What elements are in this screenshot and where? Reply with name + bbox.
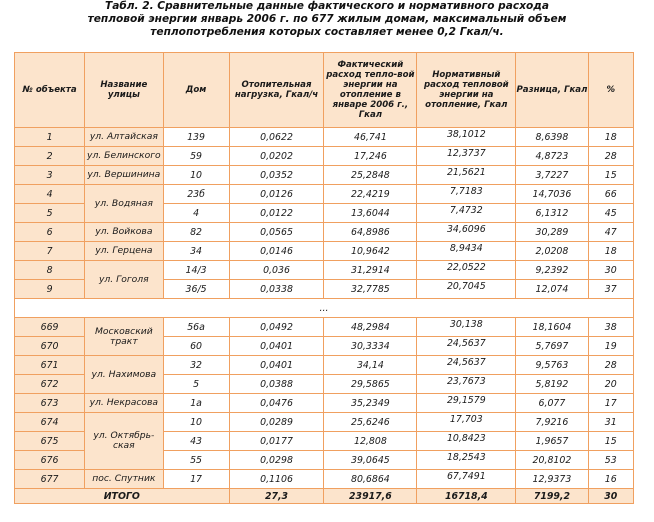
cell-pct: 15 — [588, 432, 633, 451]
cell-norm-value: 38,1012 — [446, 128, 486, 140]
cell-num: 676 — [15, 451, 85, 470]
cell-house: 17 — [163, 470, 229, 489]
header-actual: Фактический расход тепло-вой энергии на отопление в январе 2006 г., Гкал — [324, 53, 417, 128]
cell-norm — [417, 223, 516, 242]
cell-house: 5 — [163, 375, 229, 394]
cell-diff: 12,9373 — [516, 470, 588, 489]
cell-actual: 30,3334 — [324, 337, 417, 356]
cell-house: 32 — [163, 356, 229, 375]
cell-norm-value: 67,7491 — [446, 470, 486, 482]
cell-num: 2 — [15, 147, 85, 166]
cell-actual: 12,808 — [324, 432, 417, 451]
cell-street: ул. Алтайская — [85, 128, 163, 147]
cell-norm-value: 24,5637 — [446, 356, 486, 368]
cell-house: 10 — [163, 413, 229, 432]
cell-pct: 66 — [588, 185, 633, 204]
cell-pct: 18 — [588, 242, 633, 261]
cell-street: ул. Белинского — [85, 147, 163, 166]
cell-pct: 28 — [588, 356, 633, 375]
cell-norm — [417, 337, 516, 356]
cell-house: 82 — [163, 223, 229, 242]
cell-house: 10 — [163, 166, 229, 185]
cell-house: 55 — [163, 451, 229, 470]
cell-diff: 30,289 — [516, 223, 588, 242]
cell-house: 43 — [163, 432, 229, 451]
total-row — [15, 489, 634, 504]
cell-load: 0,0177 — [229, 432, 324, 451]
cell-pct: 16 — [588, 470, 633, 489]
cell-load: 0,0122 — [229, 204, 324, 223]
cell-num: 5 — [15, 204, 85, 223]
cell-diff: 5,7697 — [516, 337, 588, 356]
cell-street: ул. Водяная — [85, 185, 163, 223]
table-row — [15, 128, 634, 147]
cell-diff: 6,077 — [516, 394, 588, 413]
cell-num: 4 — [15, 185, 85, 204]
cell-load: 0,0401 — [229, 356, 324, 375]
cell-pct: 45 — [588, 204, 633, 223]
table-row — [15, 394, 634, 413]
cell-pct: 31 — [588, 413, 633, 432]
cell-load: 0,0298 — [229, 451, 324, 470]
cell-norm-value: 10,8423 — [446, 432, 486, 444]
caption-line-1: Табл. 2. Сравнительные данные фактического и нормативного расхода — [104, 0, 550, 12]
cell-house: 34 — [163, 242, 229, 261]
total-label: ИТОГО — [15, 489, 230, 504]
cell-norm — [417, 470, 516, 489]
cell-street: ул. Октябрь-ская — [85, 413, 163, 470]
cell-actual: 80,6864 — [324, 470, 417, 489]
cell-pct: 37 — [588, 280, 633, 299]
cell-actual: 48,2984 — [324, 318, 417, 337]
cell-norm-value: 34,6096 — [446, 223, 486, 235]
cell-diff: 12,074 — [516, 280, 588, 299]
cell-norm-value: 24,5637 — [446, 337, 486, 349]
header-load: Отопительная нагрузка, Гкал/ч — [229, 53, 324, 128]
cell-diff: 9,2392 — [516, 261, 588, 280]
cell-norm-value: 30,138 — [449, 318, 483, 330]
cell-load: 0,0565 — [229, 223, 324, 242]
cell-actual: 46,741 — [324, 128, 417, 147]
cell-num: 6 — [15, 223, 85, 242]
cell-norm — [417, 318, 516, 337]
header-num: № объекта — [15, 53, 85, 128]
cell-norm — [417, 280, 516, 299]
cell-actual: 17,246 — [324, 147, 417, 166]
cell-actual: 10,9642 — [324, 242, 417, 261]
cell-diff: 3,7227 — [516, 166, 588, 185]
cell-diff: 18,1604 — [516, 318, 588, 337]
cell-house: 1а — [163, 394, 229, 413]
cell-house: 139 — [163, 128, 229, 147]
cell-actual: 64,8986 — [324, 223, 417, 242]
cell-num: 677 — [15, 470, 85, 489]
cell-num: 672 — [15, 375, 85, 394]
cell-diff: 14,7036 — [516, 185, 588, 204]
cell-house: 60 — [163, 337, 229, 356]
cell-norm-value: 23,7673 — [446, 375, 486, 387]
cell-norm-value: 29,1579 — [446, 394, 486, 406]
cell-actual: 29,5865 — [324, 375, 417, 394]
table-row — [15, 356, 634, 375]
cell-norm — [417, 128, 516, 147]
table-row — [15, 185, 634, 204]
cell-norm — [417, 261, 516, 280]
cell-pct: 38 — [588, 318, 633, 337]
header-pct: % — [588, 53, 633, 128]
table-row — [15, 318, 634, 337]
cell-pct: 47 — [588, 223, 633, 242]
cell-pct: 19 — [588, 337, 633, 356]
table-row — [15, 470, 634, 489]
table-row — [15, 261, 634, 280]
table-row — [15, 242, 634, 261]
cell-street: ул. Некрасова — [85, 394, 163, 413]
cell-diff: 5,8192 — [516, 375, 588, 394]
header-diff: Разница, Гкал — [516, 53, 588, 128]
ellipsis-cell: ... — [15, 299, 634, 318]
cell-norm — [417, 356, 516, 375]
cell-street: ул. Вершинина — [85, 166, 163, 185]
table-row — [15, 147, 634, 166]
cell-num: 9 — [15, 280, 85, 299]
cell-norm — [417, 166, 516, 185]
total-pct: 30 — [588, 489, 633, 504]
cell-load: 0,0146 — [229, 242, 324, 261]
cell-actual: 39,0645 — [324, 451, 417, 470]
ellipsis-row — [15, 299, 634, 318]
cell-norm — [417, 375, 516, 394]
cell-num: 8 — [15, 261, 85, 280]
table-caption — [0, 0, 654, 40]
cell-num: 1 — [15, 128, 85, 147]
cell-diff: 1,9657 — [516, 432, 588, 451]
cell-diff: 4,8723 — [516, 147, 588, 166]
cell-actual: 34,14 — [324, 356, 417, 375]
cell-pct: 28 — [588, 147, 633, 166]
cell-house: 23б — [163, 185, 229, 204]
cell-num: 674 — [15, 413, 85, 432]
cell-street: ул. Герцена — [85, 242, 163, 261]
cell-num: 3 — [15, 166, 85, 185]
cell-load: 0,0338 — [229, 280, 324, 299]
cell-norm — [417, 242, 516, 261]
cell-load: 0,036 — [229, 261, 324, 280]
cell-num: 675 — [15, 432, 85, 451]
cell-load: 0,0401 — [229, 337, 324, 356]
cell-load: 0,1106 — [229, 470, 324, 489]
cell-actual: 32,7785 — [324, 280, 417, 299]
cell-actual: 25,6246 — [324, 413, 417, 432]
cell-norm — [417, 204, 516, 223]
cell-norm-value: 22,0522 — [446, 261, 486, 273]
cell-actual: 31,2914 — [324, 261, 417, 280]
cell-norm — [417, 432, 516, 451]
cell-norm-value: 7,7183 — [449, 185, 483, 197]
cell-actual: 13,6044 — [324, 204, 417, 223]
cell-diff: 6,1312 — [516, 204, 588, 223]
heat-consumption-table — [14, 52, 634, 504]
cell-actual: 25,2848 — [324, 166, 417, 185]
cell-load: 0,0388 — [229, 375, 324, 394]
cell-norm-value: 7,4732 — [449, 204, 483, 216]
caption-line-3: теплопотребления которых составляет менее 0,2 Гкал/ч. — [150, 26, 504, 39]
header-row — [15, 53, 634, 128]
cell-load: 0,0476 — [229, 394, 324, 413]
cell-norm — [417, 394, 516, 413]
cell-load: 0,0289 — [229, 413, 324, 432]
cell-norm-value: 21,5621 — [446, 166, 486, 178]
cell-street: ул. Войкова — [85, 223, 163, 242]
cell-pct: 17 — [588, 394, 633, 413]
cell-norm-value: 18,2543 — [446, 451, 486, 463]
cell-diff: 2,0208 — [516, 242, 588, 261]
cell-street: ул. Гоголя — [85, 261, 163, 299]
cell-norm-value: 20,7045 — [446, 280, 486, 292]
cell-street: пос. Спутник — [85, 470, 163, 489]
cell-num: 673 — [15, 394, 85, 413]
table-row — [15, 413, 634, 432]
cell-house: 59 — [163, 147, 229, 166]
cell-norm — [417, 147, 516, 166]
cell-house: 56а — [163, 318, 229, 337]
cell-pct: 53 — [588, 451, 633, 470]
cell-load: 0,0202 — [229, 147, 324, 166]
cell-house: 4 — [163, 204, 229, 223]
cell-norm-value: 8,9434 — [449, 242, 483, 254]
cell-pct: 15 — [588, 166, 633, 185]
total-norm: 16718,4 — [417, 489, 516, 504]
cell-load: 0,0622 — [229, 128, 324, 147]
cell-street: Московский тракт — [85, 318, 163, 356]
header-norm: Нормативный расход тепловой энергии на отопление, Гкал — [417, 53, 516, 128]
cell-norm — [417, 185, 516, 204]
cell-norm-value: 17,703 — [449, 413, 483, 425]
total-load: 27,3 — [229, 489, 324, 504]
cell-norm — [417, 451, 516, 470]
cell-num: 7 — [15, 242, 85, 261]
cell-load: 0,0126 — [229, 185, 324, 204]
cell-diff: 20,8102 — [516, 451, 588, 470]
cell-num: 670 — [15, 337, 85, 356]
cell-num: 669 — [15, 318, 85, 337]
cell-pct: 20 — [588, 375, 633, 394]
cell-pct: 30 — [588, 261, 633, 280]
table-row — [15, 223, 634, 242]
caption-line-2: тепловой энергии январь 2006 г. по 677 жилым домам, максимальный объем — [87, 13, 567, 26]
cell-diff: 8,6398 — [516, 128, 588, 147]
table-row — [15, 166, 634, 185]
cell-street: ул. Нахимова — [85, 356, 163, 394]
cell-actual: 35,2349 — [324, 394, 417, 413]
cell-norm-value: 12,3737 — [446, 147, 486, 159]
total-actual: 23917,6 — [324, 489, 417, 504]
cell-pct: 18 — [588, 128, 633, 147]
cell-house: 36/5 — [163, 280, 229, 299]
cell-actual: 22,4219 — [324, 185, 417, 204]
cell-load: 0,0352 — [229, 166, 324, 185]
cell-diff: 7,9216 — [516, 413, 588, 432]
cell-norm — [417, 413, 516, 432]
header-street: Название улицы — [85, 53, 163, 128]
cell-house: 14/3 — [163, 261, 229, 280]
header-house: Дом — [163, 53, 229, 128]
total-diff: 7199,2 — [516, 489, 588, 504]
cell-diff: 9,5763 — [516, 356, 588, 375]
cell-load: 0,0492 — [229, 318, 324, 337]
cell-num: 671 — [15, 356, 85, 375]
